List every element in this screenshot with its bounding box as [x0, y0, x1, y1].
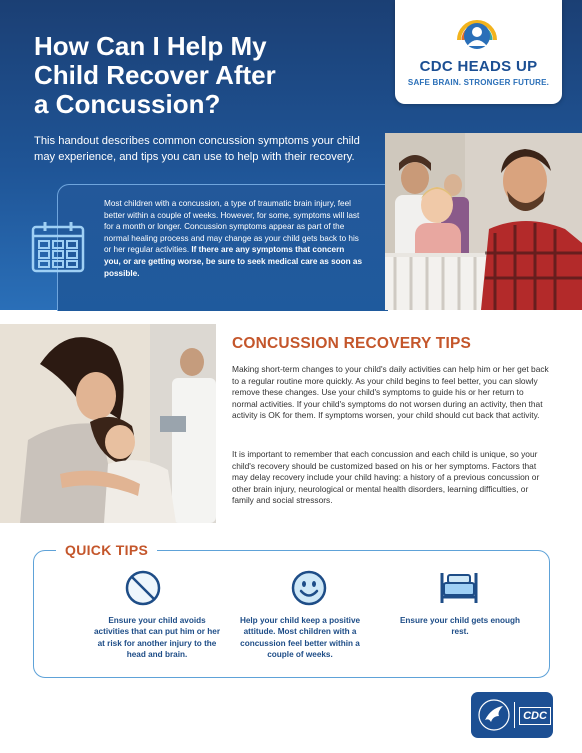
- heads-up-logo-icon: [455, 14, 499, 58]
- page-title: [34, 32, 334, 119]
- quick-tip-text: Help your child keep a positive attitude. Most children with a concussion feel better within a couple of weeks.: [239, 616, 361, 660]
- title-line: a Concussion?: [34, 89, 221, 119]
- family-hospital-photo: [385, 133, 582, 310]
- quick-tip-text: Ensure your child avoids activities that can put him or her at risk for another injury to the head and brain.: [93, 616, 221, 660]
- title-line: Child Recover After: [34, 60, 276, 90]
- logo-divider: [514, 702, 515, 728]
- section-heading: CONCUSSION RECOVERY TIPS: [232, 335, 472, 352]
- intro-text: This handout describes common concussion symptoms your child may experience, and tips you can use to help with their recovery.: [34, 135, 360, 163]
- logo-name: CDC HEADS UP: [419, 58, 538, 75]
- hhs-eagle-icon: [477, 698, 511, 732]
- smiley-face-icon: [290, 569, 328, 607]
- heads-up-logo: [395, 0, 562, 104]
- recovery-paragraph: It is important to remember that each concussion and each child is unique, so your child's recovery should be customized based on his or her symptoms. Factors that may delay recovery include your child having: a history of a previous concussion or other brain injury, neurological or mental health disorders, learning difficulties, or family and social stressors.: [232, 449, 540, 506]
- logo-tagline: SAFE BRAIN. STRONGER FUTURE.: [407, 78, 550, 87]
- callout-body: Most children with a concussion, a type of traumatic brain injury, feel better within a couple of weeks. However, for some, symptoms will last for a month or longer. Concussion symptoms appear as part of the normal healing process and may change as your child gets back to his or her regular activities.: [104, 199, 360, 255]
- prohibited-icon: [124, 569, 162, 607]
- quick-tips-heading: QUICK TIPS: [56, 542, 157, 558]
- callout-emphasis: If there are any symptoms that concern you, or are getting worse, be sure to seek medical care as soon as possible.: [104, 245, 363, 278]
- calendar-icon: [30, 219, 86, 275]
- cdc-logo: CDC: [519, 707, 551, 725]
- mother-child-photo: [0, 324, 216, 523]
- recovery-paragraph: Making short-term changes to your child's daily activities can help him or her get back to a regular routine more quickly. As your child begins to feel better, you can slowly remove these changes. Use your child's symptoms to guide his or her return to normal activities. If your child's symptoms do not worsen during an activity, then that activity is OK for them. If symptoms worsen, your child should cut back that activity.: [232, 364, 549, 421]
- callout-text: [104, 198, 362, 279]
- hhs-cdc-logo: [471, 692, 553, 738]
- title-line: How Can I Help My: [34, 31, 267, 61]
- quick-tip-text: Ensure your child gets enough rest.: [399, 616, 521, 637]
- bed-icon: [440, 569, 478, 607]
